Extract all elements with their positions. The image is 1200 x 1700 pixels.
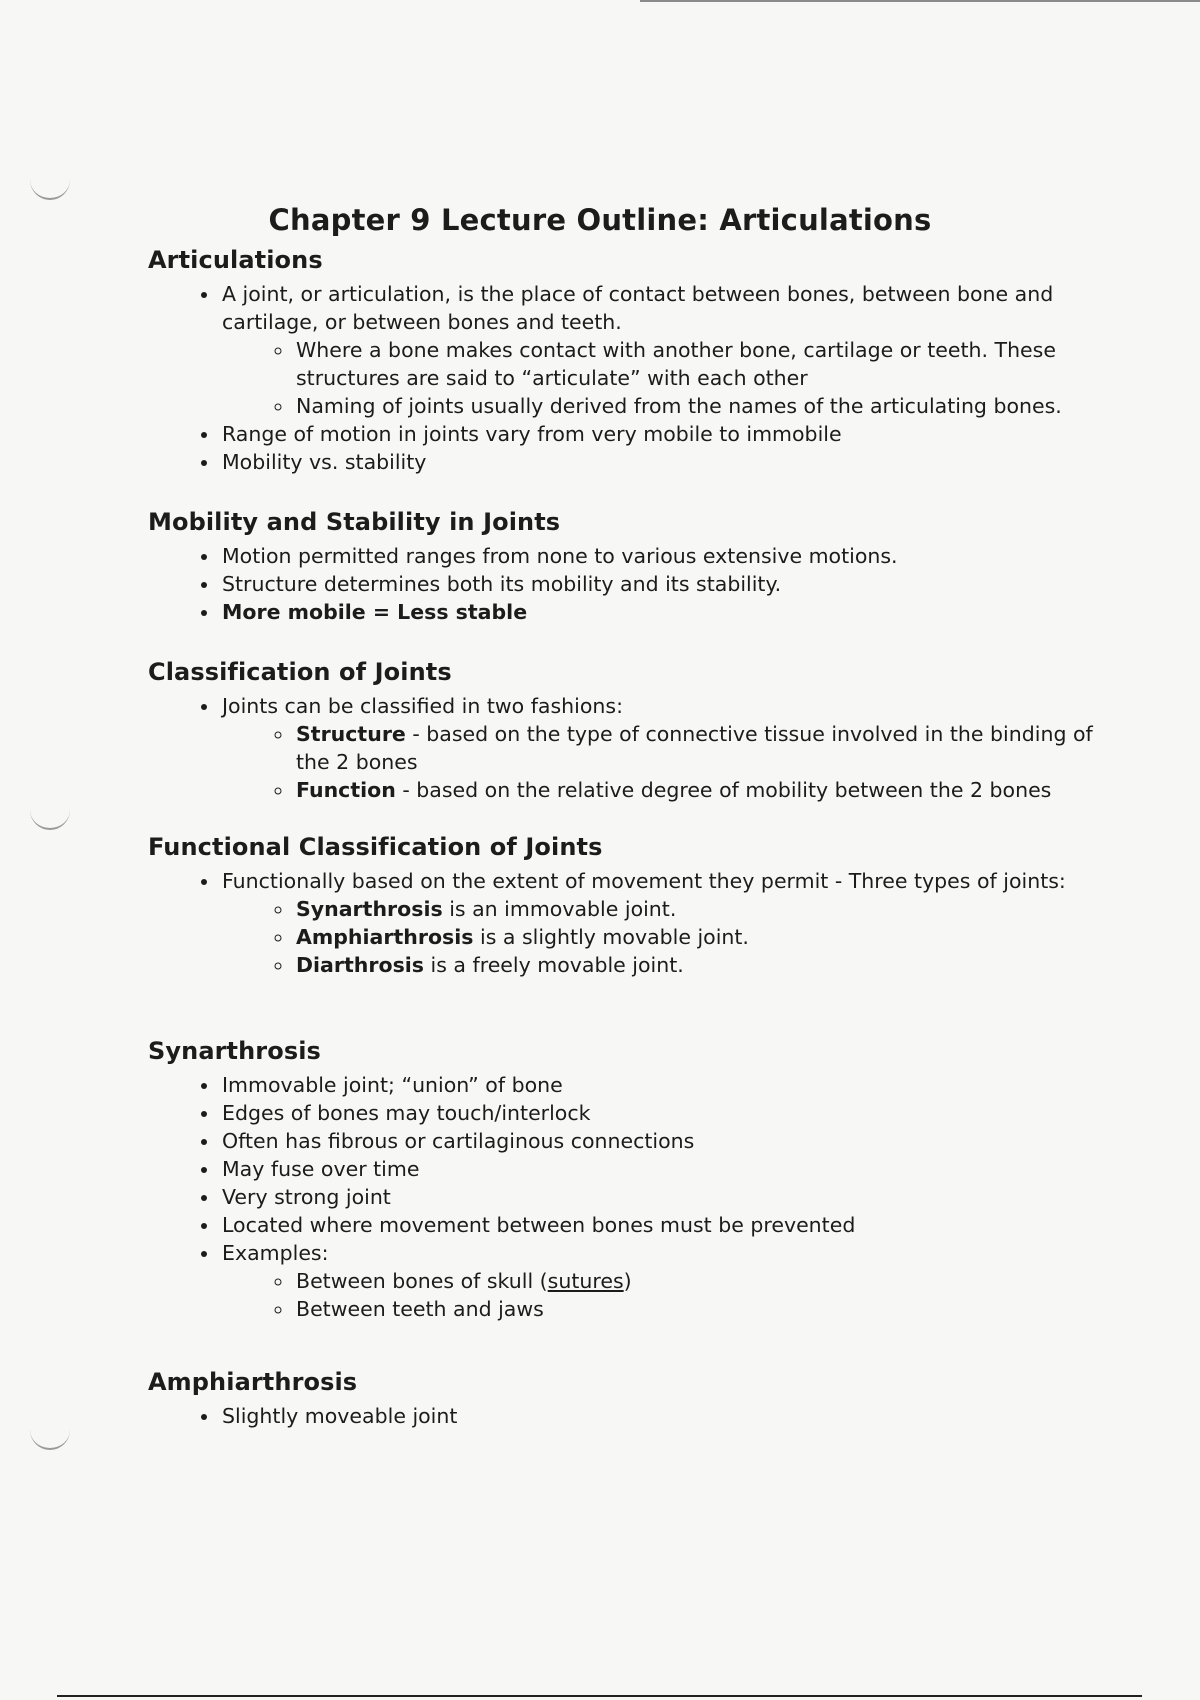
sub-list-item [294,1267,1098,1295]
list-item: • Immovable joint; “union” of bone [220,1071,1098,1099]
list-item: • Slightly moveable joint [220,1402,1098,1430]
sub-list [222,720,1098,804]
list-item: • More mobile = Less stable [220,598,1098,626]
bullet-list [148,1071,1098,1323]
bullet-list [148,1402,1098,1430]
term-definition: is a slightly movable joint. [473,925,749,949]
section-heading: Synarthrosis [148,1037,321,1065]
page-title: Chapter 9 Lecture Outline: Articulations [268,203,932,237]
sub-list-item [294,776,1098,804]
section-mobility-stability [148,508,1098,626]
punch-hole-mark [30,1428,70,1450]
sub-list [222,1267,1098,1323]
bottom-edge-rule [57,1695,1142,1697]
term-diarthrosis: Diarthrosis [296,953,425,977]
sub-list-item [294,923,1098,951]
sub-list-item [294,720,1098,776]
term-definition: - based on the relative degree of mobility between the 2 bones [395,778,1052,802]
sub-list-item: ◦ Naming of joints usually derived from the names of the articulating bones. [294,392,1098,420]
list-item: • Edges of bones may touch/interlock [220,1099,1098,1127]
sub-list-item [294,895,1098,923]
section-heading: Articulations [148,246,323,274]
section-heading: Mobility and Stability in Joints [148,508,561,536]
bullet-list [148,867,1098,979]
term-definition: is an immovable joint. [442,897,677,921]
list-item [220,280,1098,420]
sub-list-item [294,951,1098,979]
bullet-list [148,280,1098,476]
list-item [220,867,1098,979]
list-item [220,1239,1098,1323]
sub-list [222,895,1098,979]
list-item: • May fuse over time [220,1155,1098,1183]
list-item: • Motion permitted ranges from none to various extensive motions. [220,542,1098,570]
list-item [220,692,1098,804]
example-text: Between bones of skull ( [296,1269,548,1293]
section-articulations [148,246,1098,476]
sutures-term: sutures [547,1269,624,1293]
punch-hole-mark [30,808,70,830]
bullet-list [148,542,1098,626]
sub-list-item: ◦ Between teeth and jaws [294,1295,1098,1323]
section-heading: Functional Classification of Joints [148,833,603,861]
example-text-close: ) [623,1269,632,1293]
term-synarthrosis: Synarthrosis [296,897,443,921]
section-classification [148,658,1098,804]
list-item: • Structure determines both its mobility and its stability. [220,570,1098,598]
list-item: • Located where movement between bones must be prevented [220,1211,1098,1239]
list-item-text: Examples: [222,1241,329,1265]
section-functional-classification [148,833,1098,979]
top-edge-rule [640,0,1200,2]
list-item: • Range of motion in joints vary from very mobile to immobile [220,420,1098,448]
term-amphiarthrosis: Amphiarthrosis [296,925,474,949]
sub-list [222,336,1098,420]
sub-list-item: ◦ Where a bone makes contact with another bone, cartilage or teeth. These structures are said to “articulate” with each other [294,336,1098,392]
section-amphiarthrosis [148,1368,1098,1430]
list-item: • Mobility vs. stability [220,448,1098,476]
punch-hole-mark [30,178,70,200]
section-heading: Classification of Joints [148,658,452,686]
term-definition: is a freely movable joint. [424,953,684,977]
list-item-text: A joint, or articulation, is the place of contact between bones, between bone and cartilage, or between bones and teeth. [222,282,1054,334]
term-definition: - based on the type of connective tissue involved in the binding of the 2 bones [296,722,1093,774]
bullet-list [148,692,1098,804]
list-item-text: Functionally based on the extent of movement they permit - Three types of joints: [222,869,1066,893]
list-item: • Often has fibrous or cartilaginous connections [220,1127,1098,1155]
section-heading: Amphiarthrosis [148,1368,358,1396]
list-item-text: Joints can be classified in two fashions: [222,694,623,718]
list-item: • Very strong joint [220,1183,1098,1211]
term-structure: Structure [296,722,406,746]
section-synarthrosis [148,1037,1098,1323]
term-function: Function [296,778,396,802]
